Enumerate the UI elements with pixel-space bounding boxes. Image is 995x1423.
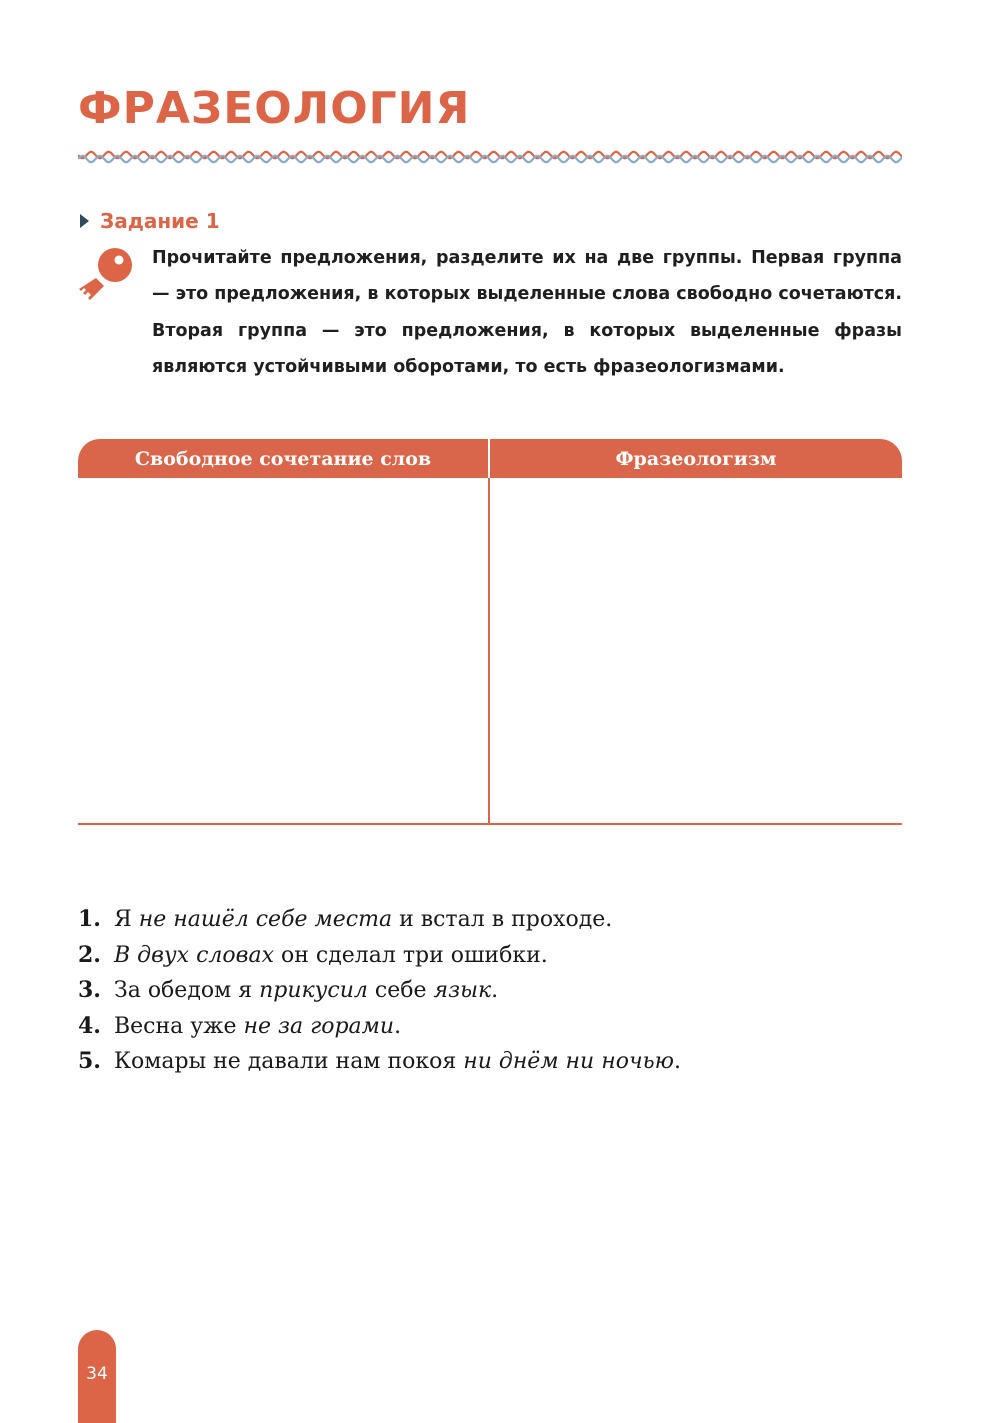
wave-divider (78, 147, 902, 167)
sentence-item (78, 973, 902, 1009)
column-divider (488, 478, 490, 823)
answer-cell-free-combination[interactable] (78, 478, 488, 823)
highlighted-phrase: не нашёл себе места (138, 907, 393, 932)
highlighted-phrase: ни днём ни ночью (463, 1049, 674, 1074)
sentence-text: Я (114, 907, 139, 932)
page-number: 34 (86, 1364, 108, 1384)
task-instruction: Прочитайте предложения, разделите их на две группы. Первая группа — это предложения, в которых выделенные слова свободно сочетаются. Вторая группа — это предложения, в которых выделенные фразы являются устойчивыми оборотами, то есть фразеологизмами. (152, 248, 902, 377)
sentence-number: 4. (78, 1012, 101, 1039)
key-icon (78, 246, 134, 302)
sentence-text: он сделал три ошибки. (273, 942, 548, 968)
sentence-item (78, 1009, 902, 1045)
sentence-item (78, 1044, 902, 1080)
sentence-number: 5. (78, 1048, 101, 1074)
answer-cell-phraseologism[interactable] (490, 478, 902, 823)
column-header-phraseologism: Фразеологизм (490, 439, 902, 478)
sentence-number: 1. (78, 906, 101, 932)
sentence-item (78, 902, 902, 938)
sentence-text: и встал в проходе. (392, 907, 613, 932)
sentence-number: 3. (78, 977, 101, 1003)
task-label: Задание 1 (100, 209, 220, 233)
task-heading (80, 207, 220, 235)
sentence-list (78, 902, 902, 1080)
column-header-free-combination: Свободное сочетание слов (78, 439, 488, 478)
sentence-item (78, 938, 902, 974)
sentence-text: . (394, 1013, 402, 1039)
table-header (78, 439, 902, 478)
sentence-text: . (673, 1049, 681, 1074)
sentence-text: Комары не давали нам покоя (114, 1049, 464, 1074)
sentence-text: себе (367, 978, 434, 1003)
page-number-tab (78, 1330, 116, 1423)
sentence-text: Весна уже (114, 1013, 244, 1039)
page-title: ФРАЗЕОЛОГИЯ (78, 83, 471, 134)
highlighted-phrase: язык (433, 978, 492, 1003)
table-bottom-border (78, 823, 902, 825)
sentence-text: . (491, 978, 499, 1003)
triangle-marker-icon (80, 214, 89, 228)
sentence-number: 2. (78, 941, 101, 968)
classification-table (78, 439, 902, 825)
highlighted-phrase: прикусил (259, 978, 368, 1003)
sentence-text: За обедом я (114, 978, 260, 1003)
highlighted-phrase: не за горами (243, 1013, 395, 1039)
highlighted-phrase: В двух словах (114, 942, 274, 968)
